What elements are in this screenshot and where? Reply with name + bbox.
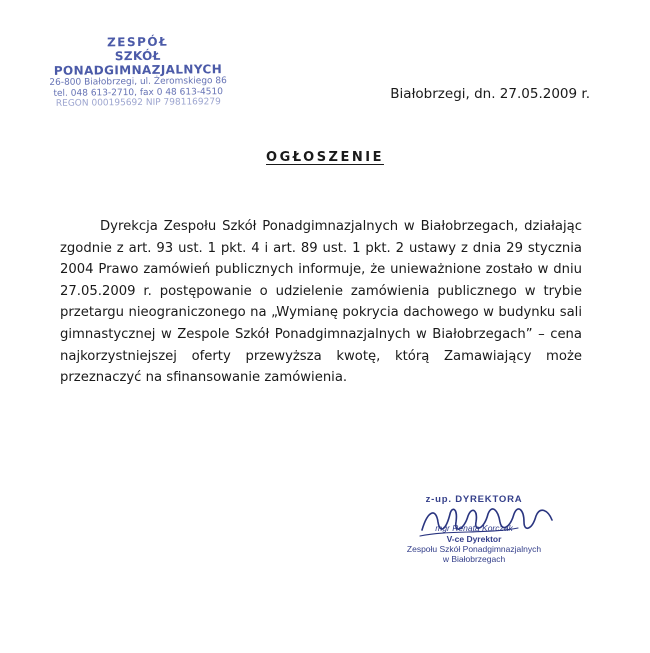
document-title-text: OGŁOSZENIE: [266, 150, 384, 165]
signature-stamp-institution: Zespołu Szkół Ponadgimnazjalnych: [406, 543, 542, 554]
signature-stamp-location: w Białobrzegach: [442, 553, 506, 564]
school-header-stamp: [38, 35, 239, 110]
signature-stamp-role: z-up. DYREKTORA: [425, 494, 523, 505]
document-title: [0, 150, 650, 165]
signature-stamp-name: mgr Renata Korczak: [435, 523, 513, 534]
stamp-address: 26-800 Białobrzegi, ul. Żeromskiego 86: [49, 76, 227, 89]
stamp-regon-nip: REGON 000195692 NIP 7981169279: [55, 97, 221, 109]
handwritten-signature: [418, 500, 558, 540]
signature-stamp-title: V-ce Dyrektor: [446, 533, 502, 544]
stamp-line-1: ZESPÓŁ: [106, 34, 169, 50]
stamp-line-2: SZKÓŁ PONADGIMNAZJALNYCH: [53, 48, 223, 78]
announcement-body: [60, 216, 582, 389]
announcement-paragraph: Dyrekcja Zespołu Szkół Ponadgimnazjalnych w Białobrzegach, działając zgodnie z art. 93 ust. 1 pkt. 4 i art. 89 ust. 1 pkt. 2 ustawy z dnia 29 stycznia 2004 Prawo zamówień publicznych informuje, że unieważnione zostało w dniu 27.05.2009 r. postępowanie o udzielenie zamówienia publicznego w trybie przetargu nieograniczonego na „Wymianę pokrycia dachowego w budynku sali gimnastycznej w Zespole Szkół Ponadgimnazjalnych w Białobrzegach” – cena najkorzystniejszej oferty przewyższa kwotę, którą Zamawiający może przeznaczyć na sfinansowanie zamówienia.: [60, 219, 582, 386]
stamp-phone-fax: tel. 048 613-2710, fax 0 48 613-4510: [53, 86, 223, 99]
place-and-date: Białobrzegi, dn. 27.05.2009 r.: [390, 86, 590, 102]
